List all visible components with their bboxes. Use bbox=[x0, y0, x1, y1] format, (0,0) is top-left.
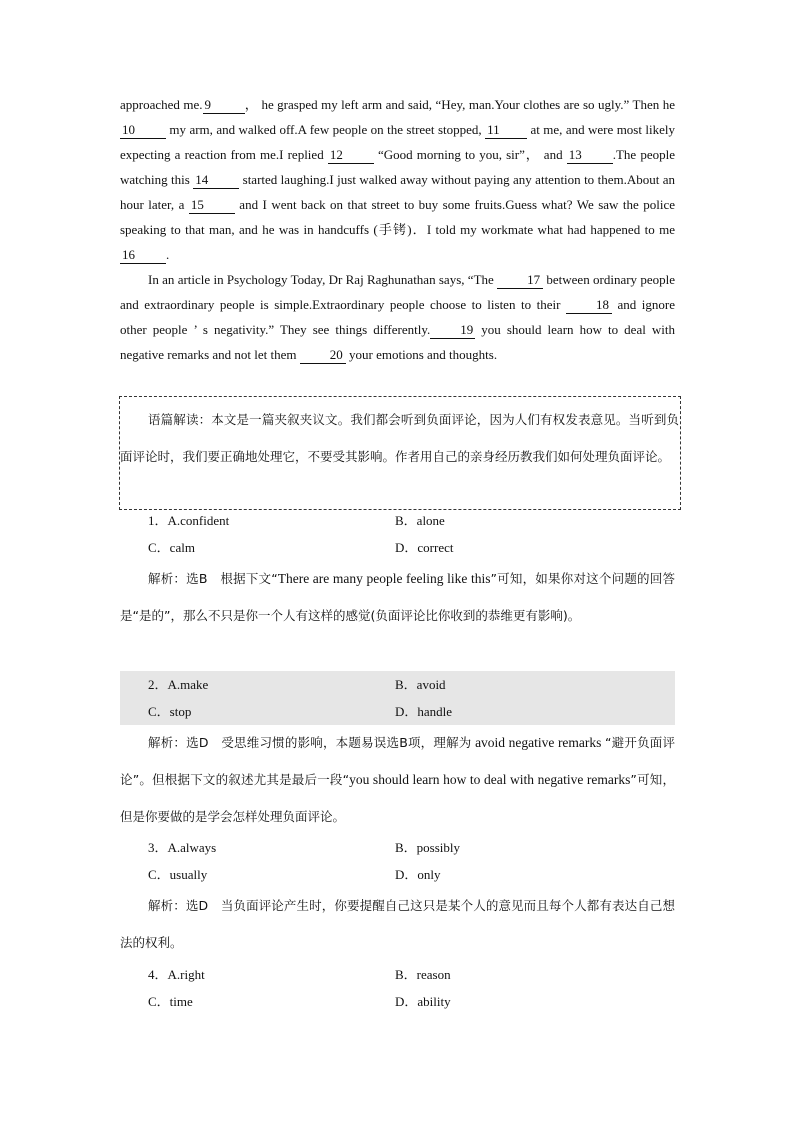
question-3-options bbox=[120, 834, 675, 888]
q1-option-c: C．calm bbox=[148, 540, 195, 555]
blank-15: 15 bbox=[189, 196, 235, 214]
passage-paragraph-2: In an article in Psychology Today, Dr Raj Raghunathan says, “The 17 between ordinary people and extraordinary people is simple.Extraordinary people choose to listen to their 18 and ignore other people ’ s negativity.” They see things differently. 19 you should learn how to deal with negative remarks and not let them 20 your emotions and thoughts. bbox=[120, 272, 676, 362]
q2-analysis: 解析：选D 受思维习惯的影响，本题易误选B项，理解为 avoid negative remarks “避开负面评论”。但根据下文的叙述尤其是最后一段“you should learn how to deal with negative remarks”可知，但是你要做的是学会怎样处理负面评论。 bbox=[120, 735, 676, 824]
blank-9: 9 bbox=[203, 96, 245, 114]
blank-14: 14 bbox=[193, 171, 239, 189]
blank-10: 10 bbox=[120, 121, 166, 139]
q2-option-b: B．avoid bbox=[395, 677, 446, 692]
q4-option-b: B．reason bbox=[395, 967, 451, 982]
blank-18: 18 bbox=[566, 296, 612, 314]
blank-13: 13 bbox=[567, 146, 613, 164]
q2-option-d: D．handle bbox=[395, 704, 453, 719]
q3-analysis: 解析：选D 当负面评论产生时，你要提醒自己这只是某个人的意见而且每个人都有表达自己想法的权利。 bbox=[120, 898, 675, 950]
passage bbox=[120, 92, 675, 367]
q1-option-b: B．alone bbox=[395, 513, 445, 528]
question-2-options bbox=[120, 671, 675, 725]
blank-19: 19 bbox=[430, 321, 475, 339]
q4-option-c: C．time bbox=[148, 994, 193, 1009]
blank-12: 12 bbox=[328, 146, 374, 164]
q3-option-c: C．usually bbox=[148, 867, 208, 882]
q2-option-a: 2．A.make bbox=[148, 677, 209, 692]
question-4-options bbox=[120, 961, 675, 1015]
q4-option-a: 4．A.right bbox=[148, 967, 205, 982]
question-1-options bbox=[120, 507, 675, 561]
passage-note-box bbox=[119, 396, 681, 510]
blank-17: 17 bbox=[497, 271, 543, 289]
q1-option-d: D．correct bbox=[395, 540, 454, 555]
passage-paragraph-1: approached me. 9 ， he grasped my left arm and said, “Hey, man.Your clothes are so ugly.” Then he 10 my arm, and walked off.A few people on the street stopped, 11 at me, and were most likely expecting a reaction from me.I replied 12 “Good morning to you, sir”， and 13 .The people watching this 14 started laughing.I just walked away without paying any attention to them.About an hour later, a 15 and I went back on that street to buy some fruits.Guess what? We saw the police speaking to that man, and he was in handcuffs (手铐)．I told my workmate what had happened to me 16 . bbox=[120, 97, 676, 262]
q1-option-a: 1．A.confident bbox=[148, 513, 230, 528]
passage-note-text: 语篇解读：本文是一篇夹叙夹议文。我们都会听到负面评论，因为人们有权发表意见。当听到负面评论时，我们要正确地处理它，不要受其影响。作者用自己的亲身经历教我们如何处理负面评论。 bbox=[120, 412, 679, 464]
q3-option-a: 3．A.always bbox=[148, 840, 217, 855]
blank-20: 20 bbox=[300, 346, 346, 364]
blank-16: 16 bbox=[120, 246, 166, 264]
q1-analysis: 解析：选B 根据下文“There are many people feeling like this”可知，如果你对这个问题的回答是“是的”，那么不只是你一个人有这样的感觉(负面评论比你收到的恭维更有影响)。 bbox=[120, 571, 675, 623]
blank-11: 11 bbox=[485, 121, 527, 139]
q3-option-b: B．possibly bbox=[395, 840, 461, 855]
q3-option-d: D．only bbox=[395, 867, 441, 882]
q4-option-d: D．ability bbox=[395, 994, 451, 1009]
q2-option-c: C．stop bbox=[148, 704, 192, 719]
